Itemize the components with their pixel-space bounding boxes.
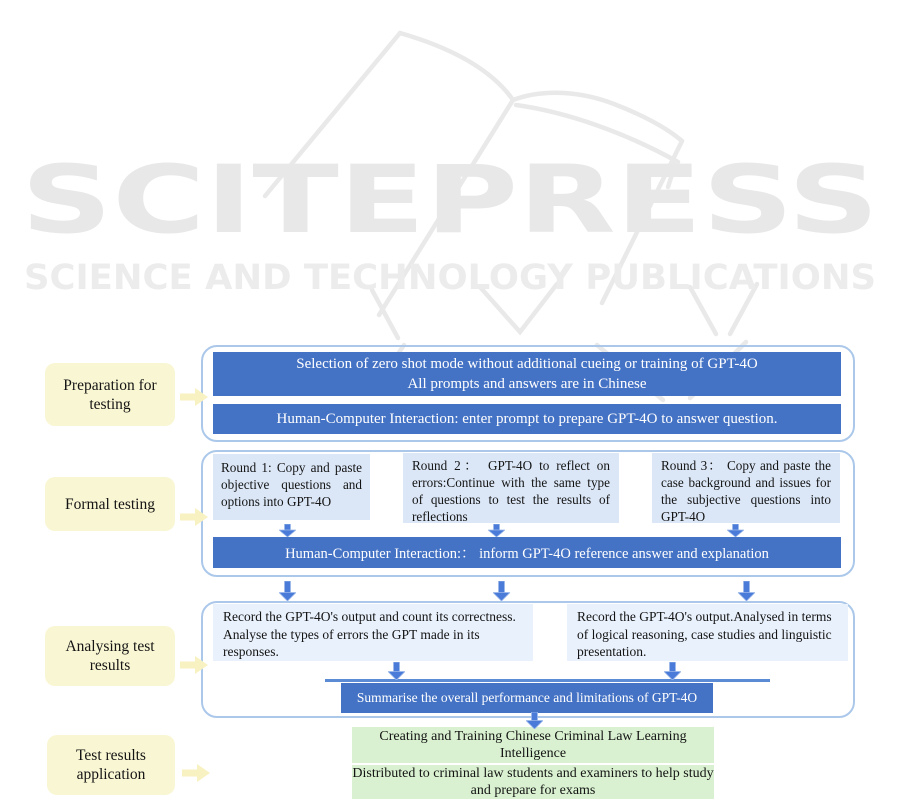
down-arrow-icon xyxy=(526,712,543,729)
down-arrow-icon xyxy=(664,662,681,680)
down-arrow-icon xyxy=(738,581,755,601)
zero-shot-mode-bar xyxy=(213,352,841,396)
label-formal-testing: Formal testing xyxy=(45,477,175,531)
hci-prepare-bar: Human-Computer Interaction: enter prompt to prepare GPT-4O to answer question. xyxy=(213,404,841,434)
down-arrow-icon xyxy=(279,524,296,537)
right-arrow-icon xyxy=(180,388,208,406)
right-arrow-icon xyxy=(180,508,208,526)
right-arrow-icon xyxy=(180,656,208,674)
green-learning-intelligence-box: Creating and Training Chinese Criminal Law Learning Intelligence xyxy=(352,727,714,763)
record-objective-box: Record the GPT-4O's output and count its correctness. Analyse the types of errors the GPT made in its responses. xyxy=(213,604,533,661)
zero-shot-line2: All prompts and answers are in Chinese xyxy=(407,376,647,392)
green-distribution-box: Distributed to criminal law students and examiners to help study and prepare for exams xyxy=(352,766,714,798)
down-arrow-icon xyxy=(493,581,510,601)
record-subjective-box: Record the GPT-4O's output.Analysed in terms of logical reasoning, case studies and linguistic presentation. xyxy=(567,604,848,661)
right-arrow-icon xyxy=(182,764,210,782)
label-test-results-application: Test results application xyxy=(47,735,175,795)
round2-box: Round 2： GPT-4O to reflect on errors:Continue with the same type of questions to test the results of reflections xyxy=(403,453,619,523)
watermark-logo-text: SCITEPRESS xyxy=(21,146,880,255)
down-arrow-icon xyxy=(388,662,405,680)
down-arrow-icon xyxy=(279,581,296,601)
zero-shot-line1: Selection of zero shot mode without additional cueing or training of GPT-4O xyxy=(296,356,758,372)
round3-box: Round 3： Copy and paste the case background and issues for the subjective questions into GPT-4O xyxy=(652,453,840,523)
label-preparation-for-testing: Preparation for testing xyxy=(45,363,175,426)
hci-inform-bar: Human-Computer Interaction:： inform GPT-4O reference answer and explanation xyxy=(213,537,841,568)
round1-box: Round 1: Copy and paste objective questions and options into GPT-4O xyxy=(213,454,370,520)
label-analysing-test-results: Analysing test results xyxy=(45,626,175,686)
down-arrow-icon xyxy=(727,524,744,537)
down-arrow-icon xyxy=(488,524,505,537)
watermark-tagline-text: SCIENCE AND TECHNOLOGY PUBLICATIONS xyxy=(24,258,876,298)
summarise-bar: Summarise the overall performance and limitations of GPT-4O xyxy=(341,683,713,713)
